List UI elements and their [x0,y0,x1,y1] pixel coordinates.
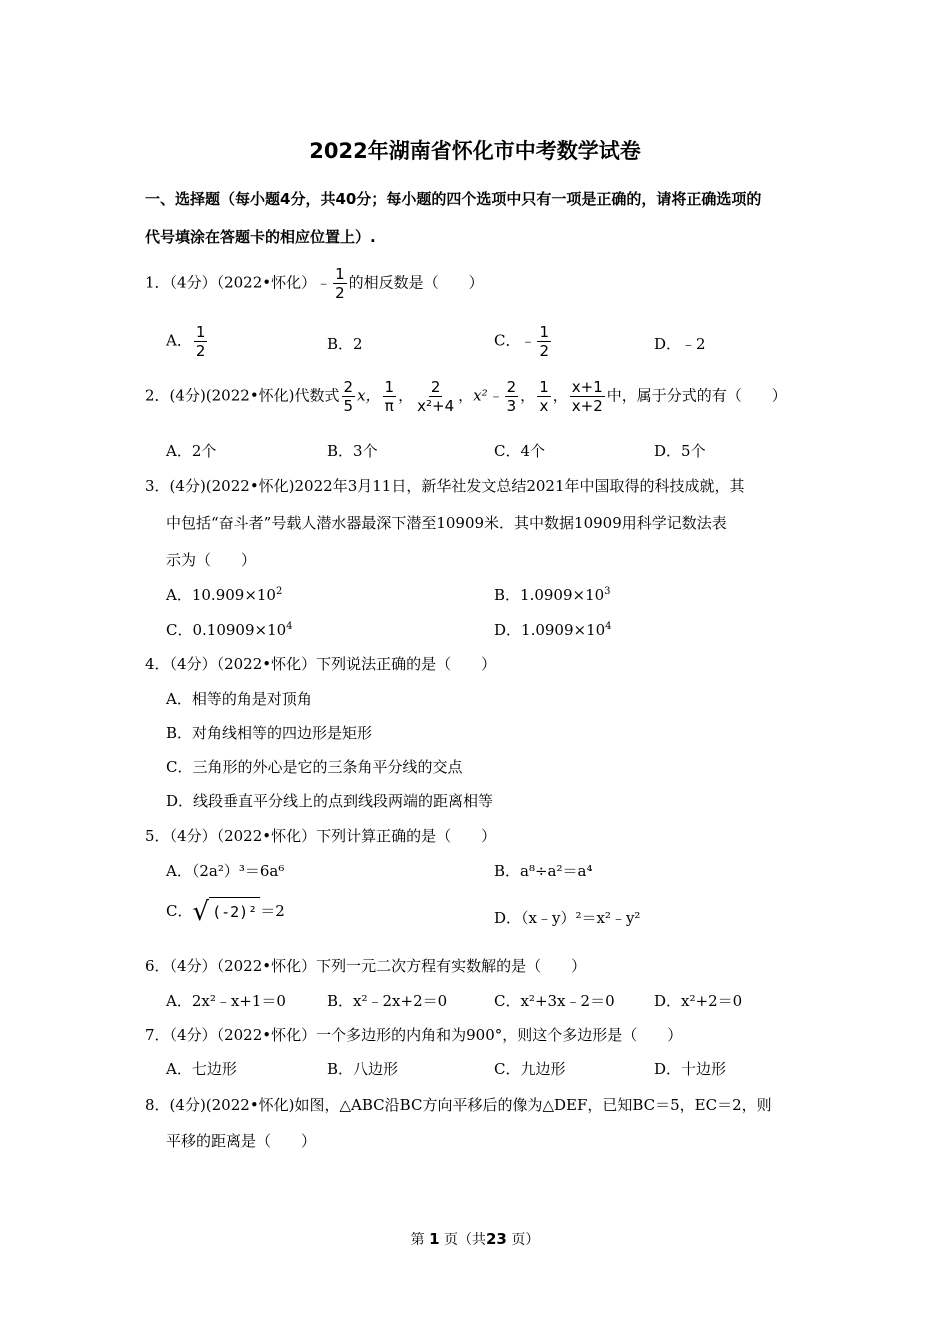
page-total: 23 [486,1230,507,1248]
q3-option-c: C．$0.10909\times 10^4$ [166,621,293,639]
q5-option-d: D．（x﹣y）²＝x²﹣y² [494,909,641,927]
section-heading-line1: 一、选择题（每小题4分，共40分；每小题的四个选项中只有一项是正确的，请将正确选项的 [145,190,762,208]
q6-option-d: D．x²+2＝0 [654,992,743,1010]
q7-option-a: A．七边形 [166,1060,237,1078]
page-title: 2022年湖南省怀化市中考数学试卷 [309,139,641,163]
q1-option-d: D．﹣2 [654,335,706,353]
question-8-line1: 8．(4分)(2022•怀化)如图，△ABC沿BC方向平移后的像为△DEF，已知BC＝5，EC＝2，则 [145,1096,772,1114]
q7-option-d: D．十边形 [654,1060,727,1078]
q1-fraction: $\frac{1}{2}$ [335,265,345,302]
q2-fraction-4: $\frac{2}{3}$ [506,378,517,415]
q2-fraction-5: $\frac{1}{x}$ [539,378,549,415]
question-3-line1: 3．(4分)(2022•怀化)2022年3月11日，新华社发文总结2021年中国取得的科技成就，其 [145,477,745,495]
q7-option-b: B．八边形 [327,1060,399,1078]
question-5: 5．（4分）（2022•怀化）下列计算正确的是（ ） [145,827,497,845]
q3-option-d: D．$1.0909\times 10^4$ [494,621,612,639]
question-3-line3: 示为（ ） [166,551,257,569]
q1-option-a: A． $\frac{1}{2}$ [166,323,206,360]
sqrt-expression: √ (-2)² [192,897,260,927]
q2-option-b: B．3个 [327,442,378,460]
question-4: 4．（4分）（2022•怀化）下列说法正确的是（ ） [145,655,497,673]
q2-fraction-3: $\frac{2}{\text{x²+4}}$ [417,378,455,415]
q6-option-b: B．x²﹣2x+2＝0 [327,992,448,1010]
question-2: 2．(4分)(2022•怀化)代数式 $\frac{2}{5}$ x， $\frac{1}{\pi}$ ， $\frac{2}{\text{x²+4}}$ ，x²﹣ $\frac{2}{3}$ ， $\frac{1}{x}$ ， $\frac{x+1}{x+2}$ 中，属于分式的有（ ） [145,378,787,415]
section-heading-line2: 代号填涂在答题卡的相应位置上）. [145,228,376,246]
q4-option-d: D．线段垂直平分线上的点到线段两端的距离相等 [166,792,494,810]
question-6: 6．（4分）（2022•怀化）下列一元二次方程有实数解的是（ ） [145,957,587,975]
q2-option-a: A．2个 [166,442,217,460]
q1-prefix: 1．（4分）（2022•怀化）﹣ [145,273,332,292]
q1-option-b: B．2 [327,335,363,353]
q1-option-c: C．﹣ $\frac{1}{2}$ [494,323,550,360]
question-3-line2: 中包括“奋斗者”号载人潜水器最深下潜至10909米．其中数据10909用科学记数法表 [166,514,727,532]
question-8-line2: 平移的距离是（ ） [166,1132,317,1150]
q6-option-c: C．x²+3x﹣2＝0 [494,992,615,1010]
q3-option-a: A．$10.909\times 10^2$ [166,586,283,604]
q2-fraction-1: $\frac{2}{5}$ [343,378,354,415]
q2-option-c: C．4个 [494,442,546,460]
q5-option-c: C． √ (-2)² ＝2 [166,897,285,927]
question-7: 7．（4分）（2022•怀化）一个多边形的内角和为900°，则这个多边形是（ ） [145,1026,683,1044]
q4-option-c: C．三角形的外心是它的三条角平分线的交点 [166,758,463,776]
q2-fraction-2: $\frac{1}{\pi}$ [384,378,395,415]
q4-option-a: A．相等的角是对顶角 [166,690,312,708]
page-number: 1 [429,1230,440,1248]
q4-option-b: B．对角线相等的四边形是矩形 [166,724,373,742]
q1-suffix: 的相反数是（ ） [348,273,484,292]
q5-option-a: A．（2a²）³＝6a⁶ [166,862,285,880]
page-footer: 第 1 页（共23 页） [410,1230,540,1248]
q2-fraction-6: $\frac{x+1}{x+2}$ [571,378,603,415]
q5-option-b: B．a⁸÷a²＝a⁴ [494,862,593,880]
q7-option-c: C．九边形 [494,1060,566,1078]
q3-option-b: B．$1.0909\times 10^3$ [494,586,611,604]
question-1 [145,265,484,302]
q6-option-a: A．2x²﹣x+1＝0 [166,992,286,1010]
q2-option-d: D．5个 [654,442,706,460]
